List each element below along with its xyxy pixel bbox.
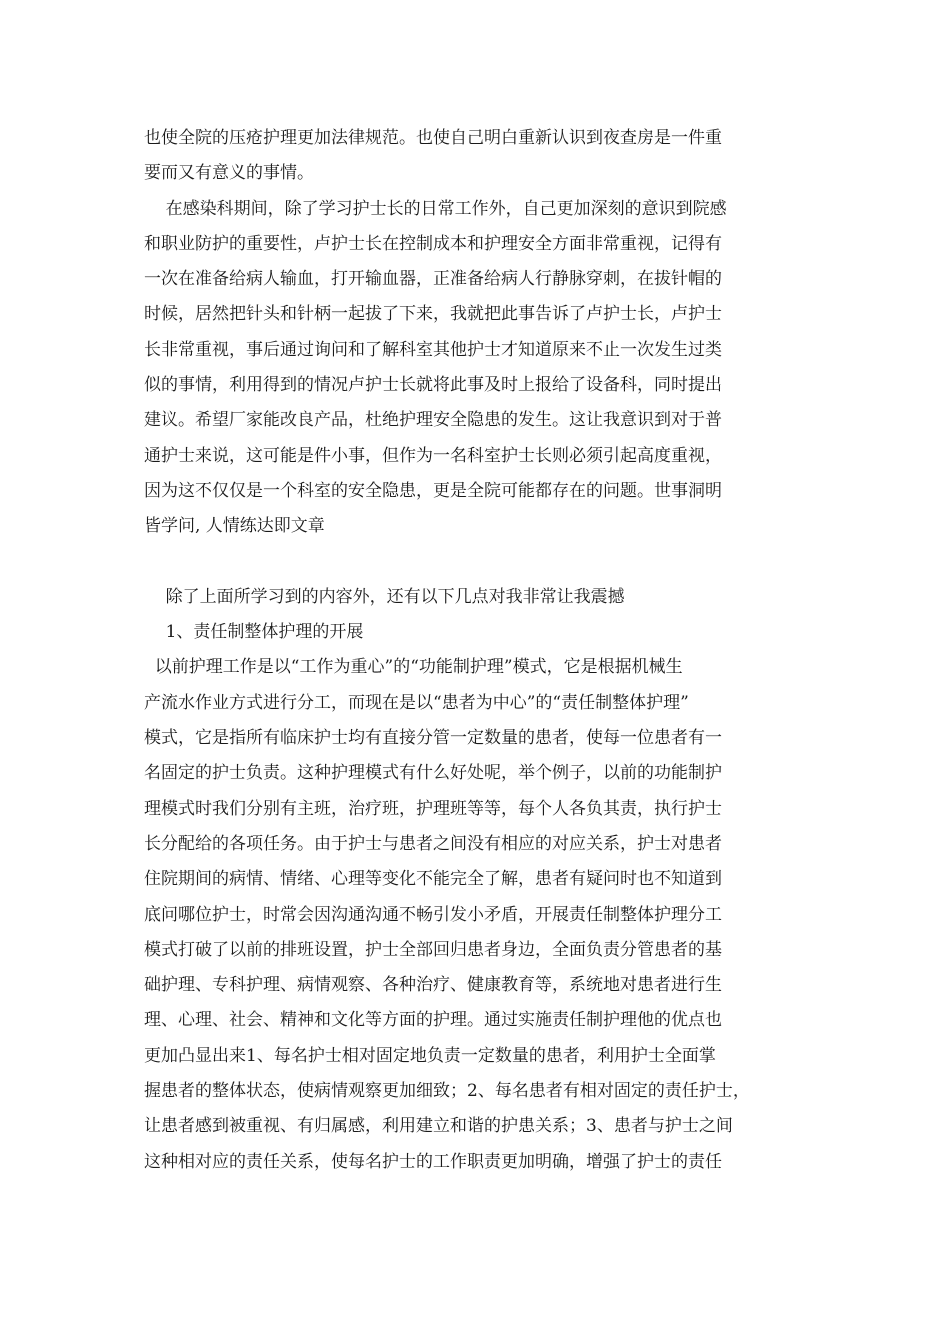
text-line: 要而又有意义的事情。 — [144, 163, 314, 184]
text-line: 以前护理工作是以“工作为重心”的“功能制护理”模式，它是根据机械生 — [144, 657, 683, 678]
text-line: 和职业防护的重要性，卢护士长在控制成本和护理安全方面非常重视，记得有 — [144, 233, 722, 254]
text-line: 因为这不仅仅是一个科室的安全隐患，更是全院可能都存在的问题。世事洞明 — [144, 480, 722, 501]
section-heading: 1、责任制整体护理的开展 — [144, 622, 364, 643]
blank-line — [144, 545, 824, 580]
text-line: 也使全院的压疮护理更加法律规范。也使自己明白重新认识到夜查房是一件重 — [144, 128, 722, 148]
text-line: 础护理、专科护理、病情观察、各种治疗、健康教育等，系统地对患者进行生 — [144, 975, 722, 996]
text-line: 模式，它是指所有临床护士均有直接分管一定数量的患者，使每一位患者有一 — [144, 728, 722, 749]
text-line: 建议。希望厂家能改良产品，杜绝护理安全隐患的发生。这让我意识到对于普 — [144, 410, 722, 431]
text-line: 名固定的护士负责。这种护理模式有什么好处呢，举个例子，以前的功能制护 — [144, 763, 722, 784]
text-line: 模式打破了以前的排班设置，护士全部回归患者身边，全面负责分管患者的基 — [144, 939, 722, 960]
text-line: 长非常重视，事后通过询问和了解科室其他护士才知道原来不止一次发生过类 — [144, 339, 722, 360]
text-line: 似的事情，利用得到的情况卢护士长就将此事及时上报给了设备科，同时提出 — [144, 375, 722, 396]
text-line: 理、心理、社会、精神和文化等方面的护理。通过实施责任制护理他的优点也 — [144, 1010, 722, 1031]
text-line: 理模式时我们分别有主班，治疗班，护理班等等，每个人各负其责，执行护士 — [144, 798, 722, 819]
text-line: 时候，居然把针头和针柄一起拔了下来，我就把此事告诉了卢护士长，卢护士 — [144, 304, 722, 325]
text-line: 这种相对应的责任关系，使每名护士的工作职责更加明确，增强了护士的责任 — [144, 1151, 722, 1172]
text-line: 底问哪位护士，时常会因沟通沟通不畅引发小矛盾，开展责任制整体护理分工 — [144, 904, 722, 925]
text-line: 产流水作业方式进行分工，而现在是以“患者为中心”的“责任制整体护理” — [144, 692, 689, 713]
text-line: 让患者感到被重视、有归属感，利用建立和谐的护患关系；3、患者与护士之间 — [144, 1116, 733, 1137]
text-line: 一次在准备给病人输血，打开输血器，正准备给病人行静脉穿刺，在拔针帽的 — [144, 269, 722, 290]
body-text — [144, 121, 824, 1180]
text-line: 住院期间的病情、情绪、心理等变化不能完全了解，患者有疑问时也不知道到 — [144, 869, 722, 890]
text-line: 握患者的整体状态，使病情观察更加细致；2、每名患者有相对固定的责任护士， — [144, 1081, 750, 1102]
text-line: 皆学问, 人情练达即文章 — [144, 516, 325, 537]
text-line: 在感染科期间，除了学习护士长的日常工作外，自己更加深刻的意识到院感 — [144, 198, 727, 219]
text-line: 更加凸显出来1、每名护士相对固定地负责一定数量的患者，利用护士全面掌 — [144, 1045, 716, 1066]
text-line: 通护士来说，这可能是件小事，但作为一名科室护士长则必须引起高度重视， — [144, 445, 722, 466]
text-line: 除了上面所学习到的内容外，还有以下几点对我非常让我震撼 — [144, 586, 625, 607]
text-line: 长分配给的各项任务。由于护士与患者之间没有相应的对应关系，护士对患者 — [144, 833, 722, 854]
